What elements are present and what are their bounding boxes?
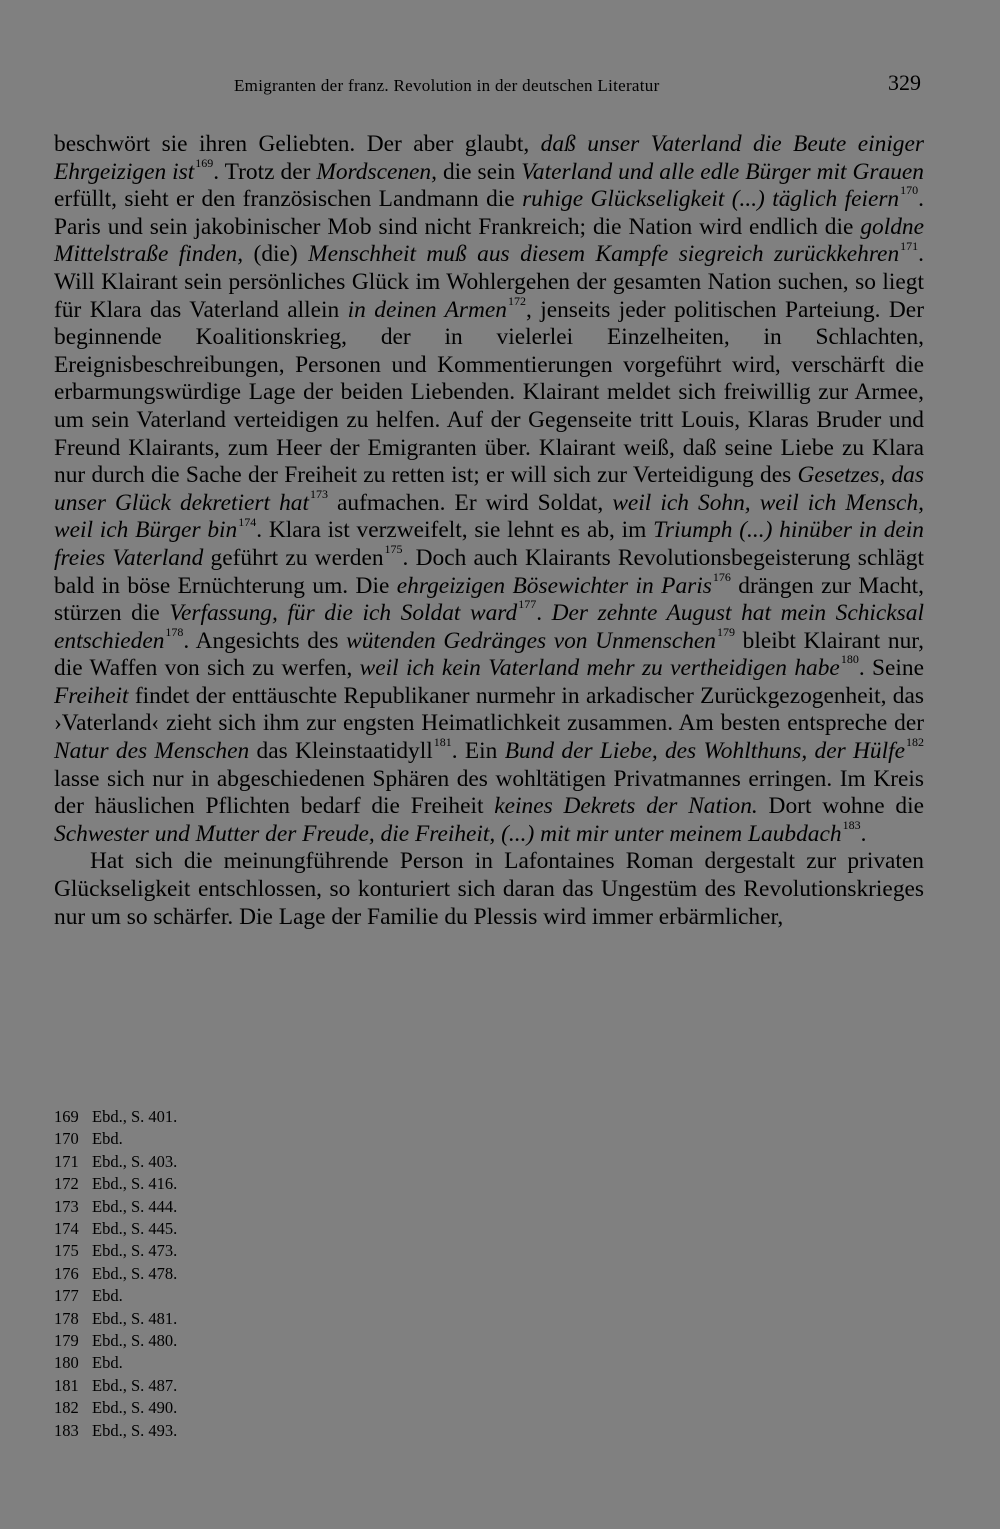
footnote-marker: 172	[507, 293, 526, 308]
main-text	[54, 131, 924, 931]
footnote-marker: 179	[716, 624, 735, 639]
footnote-marker: 170	[900, 183, 919, 198]
footnote-number: 175	[54, 1241, 79, 1261]
footnote-text: Ebd., S. 493.	[92, 1420, 178, 1440]
footnote	[54, 1397, 177, 1419]
footnote-number: 178	[54, 1308, 79, 1328]
footnote	[54, 1375, 177, 1397]
text-run: beschwört sie ihren Geliebten. Der aber glaubt,	[54, 131, 541, 157]
quotation-italic: Schwester und Mutter der Freude, die Freiheit, (...) mit mir unter meinem Laubdach	[54, 820, 842, 847]
quotation-italic: Natur des Menschen	[54, 738, 250, 765]
text-run: . Ein	[451, 738, 505, 765]
text-run: Dort wohne die	[757, 793, 924, 820]
quotation-italic: Gesetzes, das unser Glück dekretiert hat	[54, 462, 924, 516]
page-number: 329	[888, 70, 921, 95]
footnote-marker: 177	[518, 597, 537, 612]
text-run: (die)	[243, 241, 309, 268]
footnote-text: Ebd., S. 473.	[92, 1241, 178, 1261]
footnote	[54, 1151, 177, 1173]
footnote-text: Ebd.	[92, 1286, 123, 1306]
footnote-marker: 178	[165, 624, 184, 639]
footnote-number: 177	[54, 1286, 79, 1306]
footnote-text: Ebd., S. 445.	[92, 1219, 178, 1239]
quotation-italic: weil ich kein Vaterland mehr zu vertheidigen habe	[359, 655, 840, 682]
footnote-number: 180	[54, 1353, 79, 1373]
text-run: .	[536, 600, 552, 627]
text-run: , jenseits jeder politischen Parteiung. Der beginnende Koalitionskrieg, der in vielerlei Einzelheiten, in Schlachten, Ereignisbeschreibungen, Personen und Kommentierungen vorgeführt wird, verschärft die erbarmungswürdige Lage der beiden Liebenden. Klairant meldet sich freiwillig zur Armee, um sein Vaterland verteidigen zu helfen. Auf der Gegenseite tritt Louis, Klaras Bruder und Freund Klairants, zum Heer der Emigranten über. Klairant weiß, daß seine Liebe zu Klara nur durch die Sache der Freiheit zu retten ist; er will sich zur Verteidigung des	[54, 296, 924, 489]
text-run: drängen zur Macht, stürzen die	[54, 572, 924, 627]
footnote-text: Ebd., S. 480.	[92, 1331, 178, 1351]
footnote-number: 173	[54, 1196, 79, 1216]
paragraph-1	[54, 131, 924, 848]
footnote-marker: 182	[906, 735, 924, 750]
footnote	[54, 1128, 177, 1150]
text-run: . Trotz der	[213, 158, 317, 185]
text-run: findet der enttäuschte Republikaner nurmehr in arkadischer Zurückgezogenheit, das ›Vaterland‹ zieht sich ihm zur engsten Heimatlichkeit zusammen. Am besten entspreche der	[54, 682, 924, 737]
footnote-text: Ebd.	[92, 1353, 123, 1373]
text-run: . Will Klairant sein persönliches Glück im Wohlergehen der gesamten Nation suchen, so liegt für Klara das Vaterland allein	[54, 241, 924, 323]
footnote-number: 182	[54, 1398, 79, 1418]
footnote	[54, 1285, 177, 1307]
footnote	[54, 1240, 177, 1262]
text-run: die sein	[436, 158, 522, 185]
footnote	[54, 1218, 177, 1240]
quotation-italic: Triumph (...) hinüber in dein freies Vaterland	[54, 517, 924, 571]
quotation-italic: Menschheit muß aus diesem Kampfe siegreich zurückkehren	[308, 241, 900, 268]
footnote-text: Ebd.	[92, 1129, 123, 1149]
text-run: . Klara ist verzweifelt, sie lehnt es ab, im	[256, 517, 654, 544]
quotation-italic: Freiheit	[54, 682, 129, 709]
footnote	[54, 1308, 177, 1330]
footnotes	[54, 1106, 177, 1442]
footnote-text: Ebd., S. 481.	[92, 1308, 178, 1328]
footnote-marker: 169	[195, 155, 214, 170]
quotation-italic: ruhige Glückseligkeit (...) täglich feiern	[522, 186, 900, 213]
text-run: bleibt Klairant nur, die Waffen von sich zu werfen,	[54, 627, 924, 682]
text-run: geführt zu werden	[203, 544, 384, 571]
footnote-number: 181	[54, 1375, 79, 1395]
footnote-number: 179	[54, 1331, 79, 1351]
text-run: erfüllt, sieht er den französischen Landmann die	[54, 186, 523, 213]
text-run: . Seine	[858, 655, 924, 682]
footnote-number: 170	[54, 1129, 79, 1149]
quotation-italic: Vaterland und alle edle Bürger mit Grauen	[521, 158, 924, 185]
text-run: . Angesichts des	[183, 627, 347, 654]
footnote-text: Ebd., S. 401.	[92, 1107, 178, 1126]
footnote	[54, 1106, 177, 1128]
footnote	[54, 1196, 177, 1218]
quotation-italic: keines Dekrets der Nation.	[494, 793, 758, 820]
footnote-text: Ebd., S. 487.	[92, 1375, 178, 1395]
footnote	[54, 1330, 177, 1352]
footnote-text: Ebd., S. 444.	[92, 1196, 178, 1216]
footnote-number: 174	[54, 1219, 79, 1239]
footnote	[54, 1420, 177, 1442]
footnote-number: 176	[54, 1263, 79, 1283]
text-run: . Paris und sein jakobinischer Mob sind nicht Frankreich; die Nation wird endlich die	[54, 186, 924, 240]
quotation-italic: Der zehnte August hat mein Schicksal entschieden	[54, 600, 924, 654]
quotation-italic: ehrgeizigen Bösewichter in Paris	[396, 572, 712, 599]
footnote-number: 183	[54, 1420, 79, 1440]
footnote-number: 172	[54, 1174, 79, 1194]
running-head: Emigranten der franz. Revolution in der deutschen Literatur	[234, 76, 660, 95]
footnote-marker: 174	[238, 514, 257, 529]
quotation-italic: in deinen Armen	[347, 296, 507, 323]
quotation-italic: Mordscenen,	[316, 158, 437, 185]
footnote-text: Ebd., S. 478.	[92, 1263, 178, 1283]
footnote	[54, 1263, 177, 1285]
footnote-marker: 173	[309, 486, 328, 501]
footnote-marker: 175	[384, 542, 403, 557]
footnote-text: Ebd., S. 416.	[92, 1174, 178, 1194]
text-run: das Kleinstaatidyll	[249, 738, 433, 765]
text-run: . Doch auch Klairants Revolutionsbegeisterung schlägt bald in böse Ernüchterung um. Die	[54, 544, 925, 599]
footnote-text: Ebd., S. 403.	[92, 1151, 178, 1171]
footnote-number: 169	[54, 1107, 79, 1126]
quotation-italic: daß unser Vaterland die Beute einiger Ehrgeizigen ist	[54, 131, 924, 185]
footnote	[54, 1173, 177, 1195]
paragraph-2: Hat sich die meinungführende Person in Lafontaines Roman dergestalt zur privaten Glückseligkeit entschlossen, so konturiert sich daran das Ungestüm des Revolutionskrieges nur um so schärfer. Die Lage der Familie du Plessis wird immer erbärmlicher,	[54, 848, 924, 930]
footnote-number: 171	[54, 1151, 79, 1171]
text-run: aufmachen. Er wird Soldat,	[327, 489, 613, 516]
text-run: lasse sich nur in abgeschiedenen Sphären des wohltätigen Privatmannes erringen. Im Kreis der häuslichen Pflichten bedarf die Freiheit	[54, 765, 924, 820]
quotation-italic: wütenden Gedränges von Unmenschen	[346, 627, 716, 654]
footnote	[54, 1352, 177, 1374]
footnote-marker: 176	[712, 569, 731, 584]
footnote-marker: 180	[840, 652, 859, 667]
quotation-italic: Bund der Liebe, des Wohlthuns, der Hülfe	[504, 738, 905, 765]
footnote-marker: 171	[900, 238, 919, 253]
text-run: .	[860, 820, 867, 847]
quotation-italic: weil ich Sohn, weil ich Mensch, weil ich Bürger bin	[54, 489, 924, 544]
quotation-italic: Verfassung, für die ich Soldat ward	[169, 600, 518, 627]
footnote-text: Ebd., S. 490.	[92, 1398, 178, 1418]
quotation-italic: goldne Mittelstraße finden,	[54, 213, 924, 268]
footnote-marker: 183	[842, 818, 861, 833]
footnote-marker: 181	[433, 735, 452, 750]
